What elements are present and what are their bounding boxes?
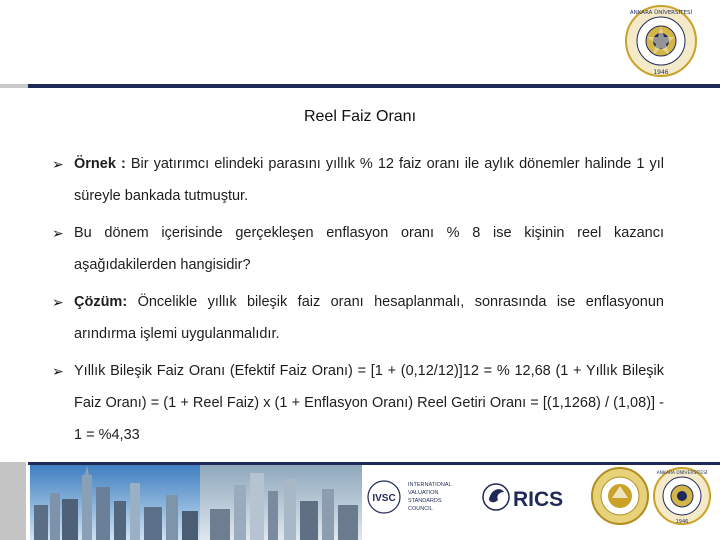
bullet-text: Yıllık Bileşik Faiz Oranı (Efektif Faiz Oranı) = [1 + (0,12/12)]12 = % 12,68 (1 + Yıllık Bileşik Faiz Oranı) = (1 + Reel Faiz) x (1 + Enflasyon Oranı) Reel Getiri Oranı = [(1,1268) / (1,08)] - 1 = %4,33 [74, 363, 664, 443]
slide-body [52, 148, 664, 456]
arrow-bullet-icon: ➢ [52, 363, 64, 379]
ivsc-caption-line: INTERNATIONAL [408, 482, 452, 488]
university-seal-logo [624, 4, 698, 78]
city-towers-image [200, 465, 362, 540]
header-accent-gray [0, 84, 28, 88]
seal-text: ANKARA ÜNİVERSİTESİ [656, 471, 708, 476]
bullet-label: Örnek : [74, 156, 126, 172]
bullet-text: Bir yatırımcı elindeki parasını yıllık % 12 faiz oranı ile aylık dönemler halinde 1 yıl süreyle bankada tutmuştur. [74, 156, 664, 204]
arrow-bullet-icon: ➢ [52, 294, 64, 310]
arrow-bullet-icon: ➢ [52, 225, 64, 241]
seal-year: 1946 [653, 69, 669, 76]
bullet-item [52, 148, 664, 212]
arrow-bullet-icon: ➢ [52, 156, 64, 172]
bullet-item [52, 286, 664, 350]
city-skyline-image [30, 465, 200, 540]
slide-title: Reel Faiz Oranı [303, 108, 417, 125]
ivsc-caption-line: STANDARDS [408, 498, 442, 504]
bullet-item [52, 355, 664, 451]
ivsc-caption-line: VALUATION [408, 490, 439, 496]
footer-accent-gray [0, 462, 26, 540]
rics-logo-text: RICS [513, 488, 564, 511]
ivsc-logo [366, 470, 474, 525]
bullet-text: Bu dönem içerisinde gerçekleşen enflasyon oranı % 8 ise kişinin reel kazancı aşağıdakilerden hangisidir? [74, 225, 664, 273]
gold-seal-logo [590, 466, 650, 526]
ivsc-logo-text: IVSC [372, 493, 396, 504]
university-seal-logo-small [652, 466, 712, 526]
bullet-label: Çözüm: [74, 294, 128, 310]
rics-logo [480, 470, 586, 525]
ivsc-caption-line: COUNCIL [408, 506, 433, 512]
header-divider [28, 84, 720, 88]
bullet-item [52, 217, 664, 281]
seal-year: 1946 [675, 519, 689, 525]
seal-text: ANKARA ÜNİVERSİTESİ [629, 10, 693, 16]
bullet-text: Öncelikle yıllık bileşik faiz oranı hesaplanmalı, sonrasında ise enflasyonun arındırma işlemi uygulanmalıdır. [74, 294, 664, 342]
